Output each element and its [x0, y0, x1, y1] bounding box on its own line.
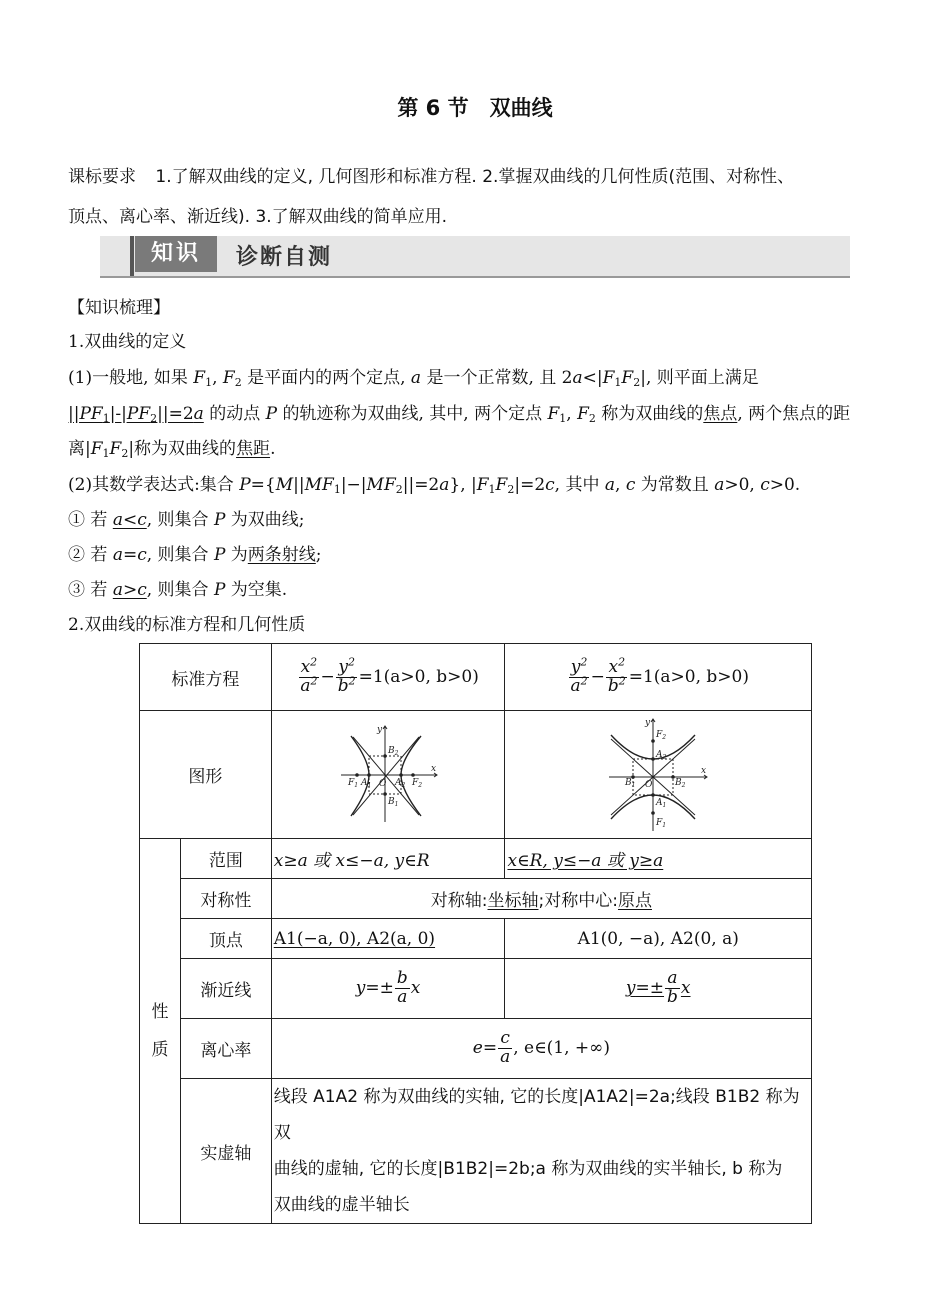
- eccentricity-value: e= $\frac{c}{a}$ , e∈(1, +∞): [271, 1019, 811, 1079]
- horizontal-hyperbola-graph: [333, 720, 443, 830]
- asymptote-vertical: y=± $\frac{a}{b}$ x: [505, 959, 812, 1019]
- asymptote-horizontal: y=± $\frac{b}{a}$ x: [271, 959, 505, 1019]
- range-horizontal: x≥a 或 x≤−a, y∈R: [271, 839, 505, 879]
- svg-text:A2: $A_2$: [656, 749, 667, 761]
- label-vertex: 顶点: [180, 919, 271, 959]
- page-title: 第 6 节 双曲线: [397, 96, 553, 120]
- label-asymptote: 渐近线: [180, 959, 271, 1019]
- symmetry-value: 对称轴:坐标轴;对称中心:原点: [271, 879, 811, 919]
- axes-description: 线段 A1A2 称为双曲线的实轴, 它的长度|A1A2|=2a;线段 B1B2 称为双 曲线的虚轴, 它的长度|B1B2|=2b;a 称为双曲线的实半轴长, b 称为 双曲线的虚半轴长: [271, 1079, 811, 1224]
- graph-vertical: [505, 711, 812, 839]
- vertex-vertical: A1(0, −a), A2(0, a): [505, 919, 812, 959]
- definition-para-3: 离$|F_1F_2|$称为双曲线的焦距.: [68, 439, 276, 460]
- svg-text:O: O: [379, 778, 387, 789]
- banner-edge: [130, 236, 134, 276]
- svg-text:B1: $B_1$: [625, 777, 636, 789]
- equation-vertical: $\frac{y^2}{a^2}$ − $\frac{x^2}{b^2}$ =1(a>0, b>0): [505, 644, 812, 711]
- label-graph: 图形: [140, 711, 272, 839]
- svg-text:O: O: [645, 779, 653, 790]
- label-symmetry: 对称性: [180, 879, 271, 919]
- case-2: ② 若 a=c, 则集合 P 为两条射线;: [68, 545, 322, 565]
- label-range: 范围: [180, 839, 271, 879]
- svg-text:F1: $F_1$: [348, 777, 359, 789]
- svg-text:x: x: [431, 763, 437, 774]
- requirements-line-2: 顶点、离心率、渐近线). 3.了解双曲线的简单应用.: [68, 207, 448, 227]
- svg-text:y: y: [645, 717, 651, 728]
- equation-horizontal: $\frac{x^2}{a^2}$ − $\frac{y^2}{b^2}$ =1(a>0, b>0): [271, 644, 505, 711]
- svg-text:B2: $B_2$: [388, 745, 399, 757]
- svg-text:A1: $A_1$: [656, 797, 667, 809]
- case-3: ③ 若 a>c, 则集合 P 为空集.: [68, 580, 288, 600]
- svg-text:A1: $A_1$: [361, 777, 372, 789]
- definition-title: 1.双曲线的定义: [68, 332, 187, 352]
- banner-title: 诊断自测: [236, 245, 333, 270]
- graph-horizontal: [271, 711, 505, 839]
- svg-text:x: x: [701, 765, 707, 776]
- definition-para-1: (1)一般地, 如果 $F_1$, $F_2$ 是平面内的两个定点, a 是一个正常数, 且 $2a<|F_1F_2|$, 则平面上满足: [68, 368, 759, 389]
- label-properties: 性质: [140, 839, 181, 1224]
- range-vertical: x∈R, y≤−a 或 y≥a: [505, 839, 812, 879]
- svg-text:F1: $F_1$: [656, 817, 667, 829]
- banner-label: 知识: [135, 236, 217, 272]
- case-1: ① 若 a<c, 则集合 P 为双曲线;: [68, 510, 305, 530]
- set-expression: (2)其数学表达式:集合 $P=\{M||MF_1|-|MF_2||=2a\}$, $|F_1F_2|=2c$, 其中 a, c 为常数且 a>0, c>0.: [68, 475, 801, 496]
- svg-text:F2: $F_2$: [412, 777, 423, 789]
- answer-focal-distance: 焦距: [236, 439, 271, 459]
- label-axes: 实虚轴: [180, 1079, 271, 1224]
- section-2-title: 2.双曲线的标准方程和几何性质: [68, 615, 306, 635]
- requirements-label: 课标要求: [68, 167, 136, 187]
- svg-text:B1: $B_1$: [388, 796, 399, 808]
- svg-text:A2: $A_2$: [395, 777, 406, 789]
- svg-text:F2: $F_2$: [656, 729, 667, 741]
- svg-text:B2: $B_2$: [675, 777, 686, 789]
- definition-para-2: $||PF_1|-|PF_2||=2a$ 的动点 P 的轨迹称为双曲线, 其中, 两个定点 $F_1$, $F_2$ 称为双曲线的焦点, 两个焦点的距: [68, 404, 851, 425]
- requirements-text-1: 1.了解双曲线的定义, 几何图形和标准方程. 2.掌握双曲线的几何性质(范围、对称性、: [155, 167, 795, 187]
- hyperbola-table: [139, 643, 812, 1224]
- vertical-hyperbola-graph: [603, 715, 713, 835]
- label-eccentricity: 离心率: [180, 1019, 271, 1079]
- section-title: 【知识梳理】: [68, 298, 170, 318]
- requirements-line-1: [68, 162, 794, 187]
- vertex-horizontal: A1(−a, 0), A2(a, 0): [271, 919, 505, 959]
- svg-text:y: y: [377, 724, 383, 735]
- answer-focus: 焦点: [703, 404, 738, 424]
- label-standard-equation: 标准方程: [140, 644, 272, 711]
